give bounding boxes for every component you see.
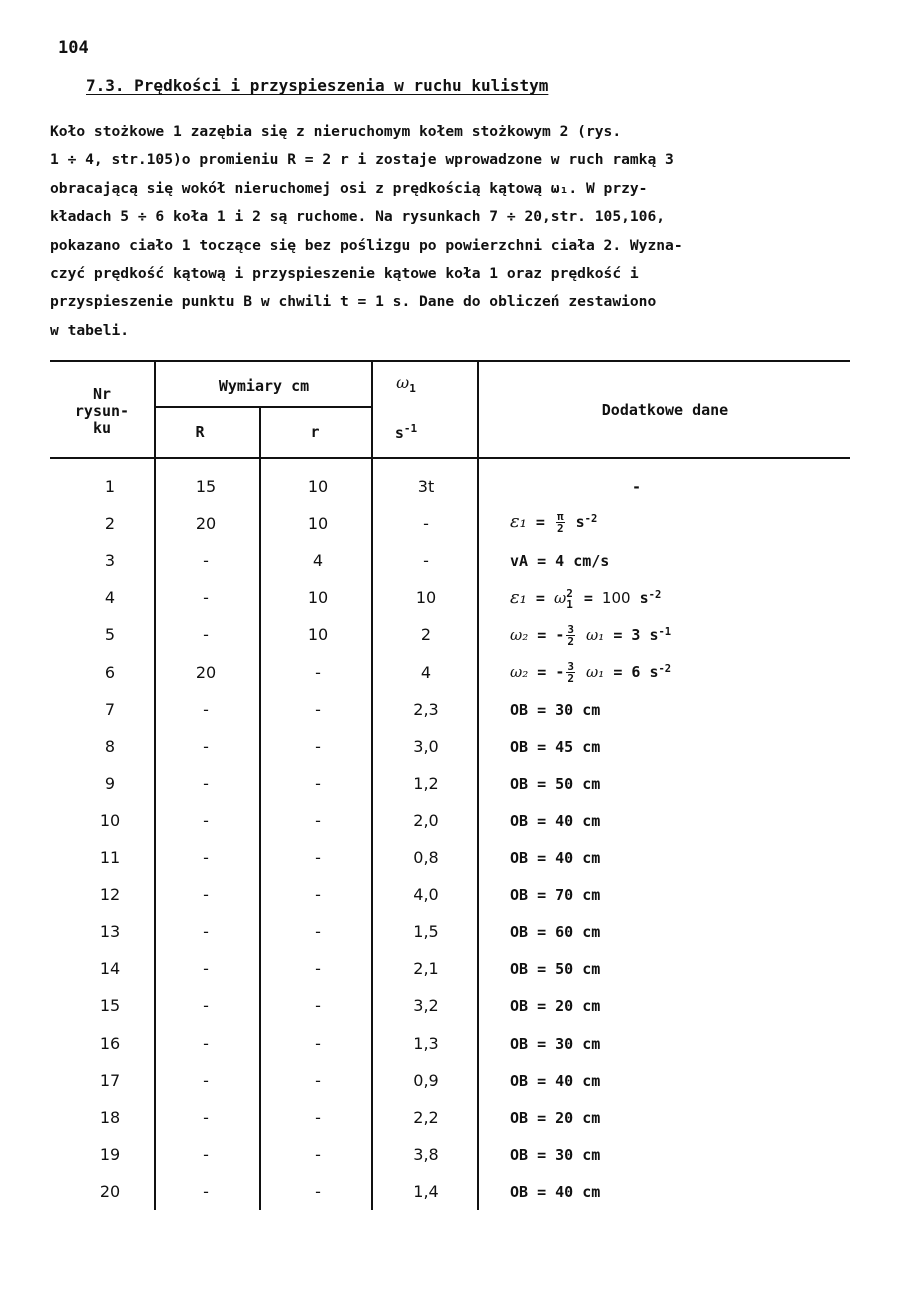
cell-r: - (315, 1033, 321, 1053)
cell-r: - (315, 736, 321, 756)
cell-extra: - (632, 478, 642, 496)
cell-extra: OB = 30 cm (510, 1034, 601, 1053)
cell-omega: 3,8 (413, 1144, 439, 1164)
cell-extra: OB = 60 cm (510, 923, 601, 942)
cell-omega: 2,1 (413, 959, 439, 979)
cell-R: - (203, 996, 209, 1016)
cell-r: 10 (307, 588, 329, 608)
section-title: 7.3. Prędkości i przyspieszenia w ruchu kulistym (86, 76, 549, 95)
cell-omega: 1,3 (413, 1033, 439, 1053)
cell-r: 10 (307, 477, 329, 496)
cell-extra: OB = 40 cm (510, 1182, 601, 1201)
cell-R: - (203, 773, 209, 793)
paragraph-line: w tabeli. (50, 321, 130, 339)
cell-R: 20 (195, 514, 217, 534)
cell-R: - (203, 1070, 209, 1090)
paragraph-line: obracającą się wokół nieruchomej osi z prędkością kątową ω₁. W przy- (50, 179, 648, 197)
cell-R: - (203, 810, 209, 830)
cell-nr: 6 (104, 662, 116, 682)
cell-omega: 1,5 (413, 922, 439, 942)
header-R: R (195, 423, 205, 441)
cell-R: - (203, 1144, 209, 1164)
cell-extra: vA = 4 cm/s (510, 552, 610, 571)
table-top-rule (50, 360, 850, 362)
wymiary-rule (155, 406, 373, 408)
cell-omega: 2,0 (413, 810, 439, 830)
formula-row-6: ω₂ = - $\frac{3}{2}$ ω₁ = 6 $s^{-2}$ (510, 660, 672, 685)
cell-nr: 1 (104, 477, 116, 496)
cell-extra: OB = 50 cm (510, 960, 601, 979)
paragraph-line: pokazano ciało 1 toczące się bez poślizgu po powierzchni ciała 2. Wyzna- (50, 236, 683, 254)
cell-omega: 2,2 (413, 1107, 439, 1127)
cell-nr: 12 (99, 885, 121, 905)
cell-R: 15 (195, 477, 217, 496)
cell-extra: OB = 70 cm (510, 886, 601, 905)
header-r: r (310, 423, 320, 441)
paragraph-line: przyspieszenie punktu B w chwili t = 1 s. Dane do obliczeń zestawiono (50, 293, 657, 311)
cell-nr: 15 (99, 996, 121, 1016)
cell-r: - (315, 1070, 321, 1090)
cell-r: - (315, 699, 321, 719)
cell-omega: 10 (415, 588, 437, 608)
problem-paragraph (50, 118, 860, 345)
cell-R: - (203, 588, 209, 608)
paragraph-line: kładach 5 ÷ 6 koła 1 i 2 są ruchome. Na rysunkach 7 ÷ 20,str. 105,106, (50, 208, 666, 226)
cell-nr: 14 (99, 959, 121, 979)
cell-omega: 1,2 (413, 773, 439, 793)
cell-extra: OB = 40 cm (510, 1071, 601, 1090)
cell-nr: 13 (99, 922, 121, 942)
cell-R: - (203, 1033, 209, 1053)
cell-omega: 3,0 (413, 736, 439, 756)
header-omega-unit: $s^{-1}$ (394, 422, 418, 442)
cell-r: - (315, 1181, 321, 1201)
cell-omega: 0,9 (413, 1070, 439, 1090)
cell-omega: 4,0 (413, 885, 439, 905)
cell-r: - (315, 885, 321, 905)
header-dodatkowe: Dodatkowe dane (601, 401, 729, 419)
cell-extra: OB = 50 cm (510, 774, 601, 793)
cell-R: - (203, 885, 209, 905)
cell-r: - (315, 662, 321, 682)
cell-r: 10 (307, 514, 329, 534)
cell-R: - (203, 848, 209, 867)
page-number: 104 (58, 38, 89, 58)
cell-R: - (203, 551, 209, 571)
paragraph-line: 1 ÷ 4, str.105)o promieniu R = 2 r i zostaje wprowadzone w ruch ramką 3 (50, 151, 674, 169)
cell-extra: OB = 20 cm (510, 1108, 601, 1127)
cell-omega: - (423, 514, 429, 534)
formula-row-5: ω₂ = - $\frac{3}{2}$ ω₁ = 3 $s^{-1}$ (510, 623, 672, 648)
cell-R: 20 (195, 662, 217, 682)
cell-r: 10 (307, 625, 329, 645)
cell-omega: 4 (420, 662, 432, 682)
cell-omega: 1,4 (413, 1181, 439, 1201)
cell-R: - (203, 959, 209, 979)
header-nr: Nr rysun- ku (74, 385, 130, 437)
cell-nr: 11 (99, 848, 121, 867)
cell-nr: 9 (104, 773, 116, 793)
cell-r: - (315, 848, 321, 867)
cell-nr: 4 (104, 588, 116, 608)
cell-r: - (315, 810, 321, 830)
cell-omega: - (423, 551, 429, 571)
cell-nr: 5 (104, 625, 116, 645)
cell-R: - (203, 1181, 209, 1201)
column-divider (259, 406, 261, 1210)
cell-nr: 10 (99, 810, 121, 830)
cell-omega: 3t (417, 477, 435, 496)
cell-r: - (315, 922, 321, 942)
cell-extra: OB = 40 cm (510, 811, 601, 830)
paragraph-line: czyć prędkość kątową i przyspieszenie kątowe koła 1 oraz prędkość i (50, 264, 639, 282)
cell-nr: 19 (99, 1144, 121, 1164)
cell-nr: 2 (104, 514, 116, 534)
cell-omega: 2,3 (413, 699, 439, 719)
cell-R: - (203, 736, 209, 756)
cell-r: - (315, 773, 321, 793)
cell-nr: 3 (104, 551, 116, 571)
cell-r: - (315, 1144, 321, 1164)
cell-r: - (315, 959, 321, 979)
cell-extra: OB = 45 cm (510, 737, 601, 756)
cell-R: - (203, 1107, 209, 1127)
cell-r: - (315, 996, 321, 1016)
formula-row-2: ε₁ = $\frac{\pi}{2}$ $s^{-2}$ (510, 510, 598, 535)
cell-r: - (315, 1107, 321, 1127)
formula-row-4: ε₁ = ω 2 1 = 100 $s^{-2}$ (510, 586, 662, 611)
cell-extra: OB = 30 cm (510, 1145, 601, 1164)
cell-extra: OB = 40 cm (510, 849, 601, 867)
cell-omega: 2 (420, 625, 432, 645)
cell-extra: OB = 20 cm (510, 997, 601, 1016)
paragraph-line: Koło stożkowe 1 zazębia się z nieruchomym kołem stożkowym 2 (rys. (50, 123, 622, 140)
cell-r: 4 (312, 551, 324, 571)
cell-nr: 17 (99, 1070, 121, 1090)
header-bottom-rule (50, 457, 850, 459)
cell-omega: 3,2 (413, 996, 439, 1016)
cell-R: - (203, 625, 209, 645)
cell-extra: OB = 30 cm (510, 700, 601, 719)
cell-nr: 18 (99, 1107, 121, 1127)
cell-R: - (203, 699, 209, 719)
cell-omega: 0,8 (413, 848, 439, 867)
header-wymiary: Wymiary cm (218, 377, 310, 395)
cell-nr: 16 (99, 1033, 121, 1053)
cell-R: - (203, 922, 209, 942)
cell-nr: 8 (104, 736, 116, 756)
header-omega: $\omega_1$ (396, 373, 416, 396)
cell-nr: 20 (99, 1181, 121, 1201)
cell-nr: 7 (104, 699, 116, 719)
